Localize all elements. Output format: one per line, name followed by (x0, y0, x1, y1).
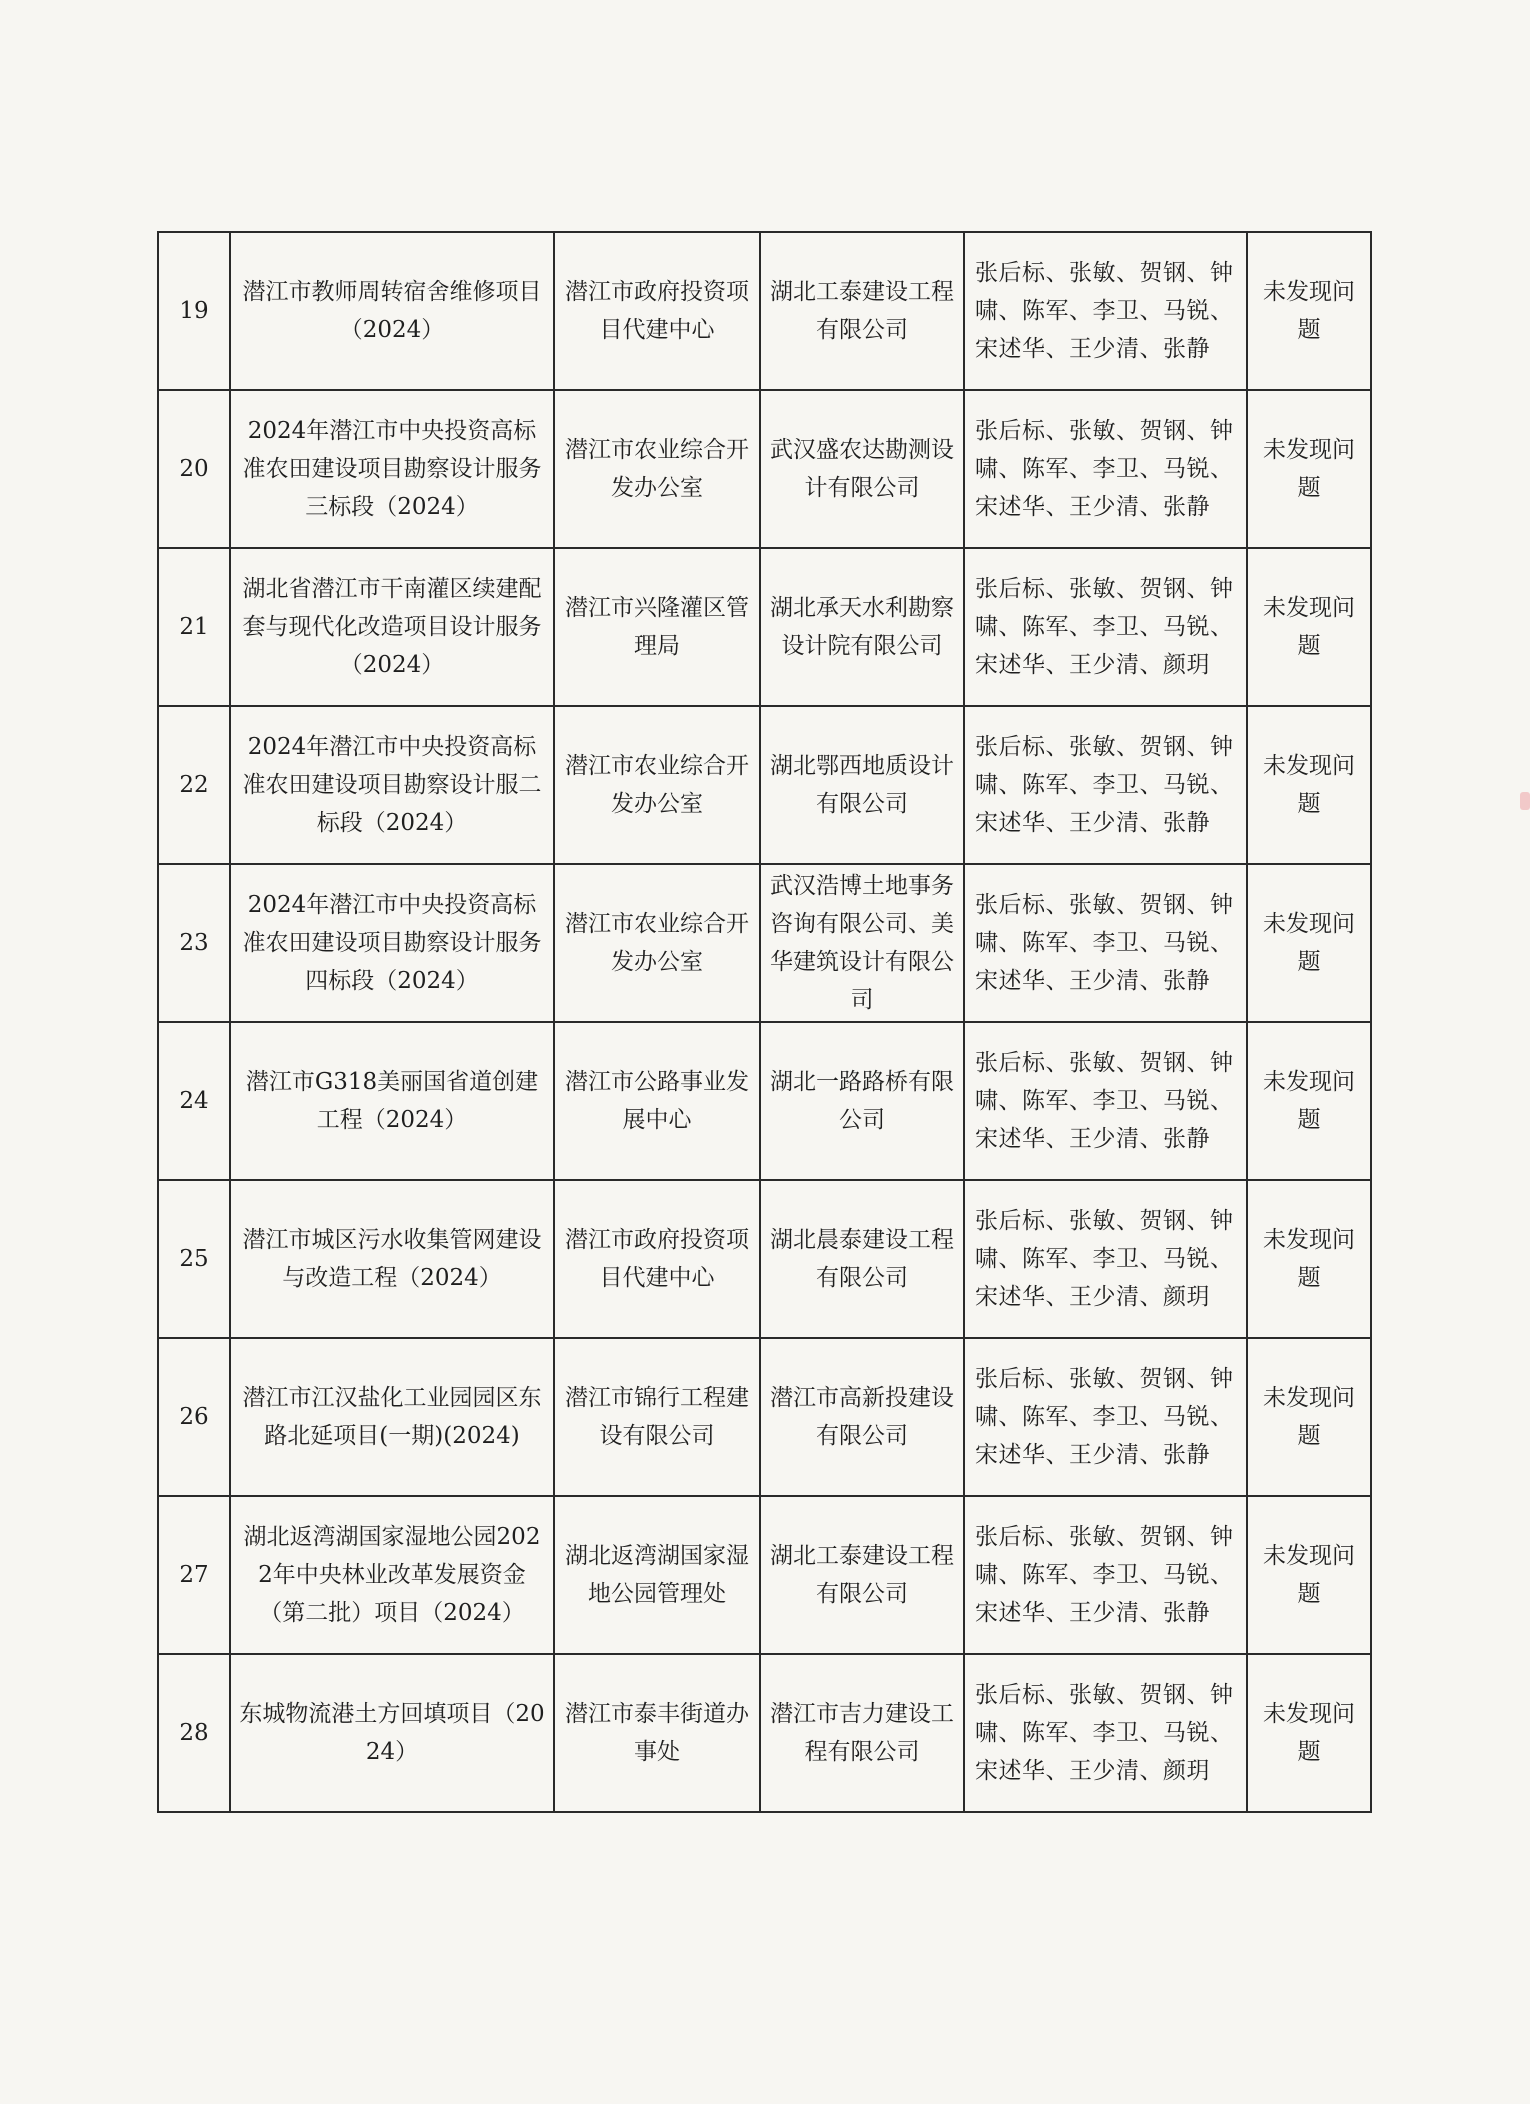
inspection-result: 未发现问题 (1247, 1496, 1371, 1654)
owner-unit: 潜江市泰丰街道办事处 (554, 1654, 760, 1812)
table-row (158, 232, 1371, 390)
inspection-result: 未发现问题 (1247, 1022, 1371, 1180)
contractor: 湖北一路路桥有限公司 (760, 1022, 964, 1180)
inspection-members: 张后标、张敏、贺钢、钟啸、陈军、李卫、马锐、宋述华、王少清、张静 (964, 706, 1247, 864)
contractor: 潜江市高新投建设有限公司 (760, 1338, 964, 1496)
inspection-members: 张后标、张敏、贺钢、钟啸、陈军、李卫、马锐、宋述华、王少清、张静 (964, 1338, 1247, 1496)
project-inspection-table (157, 231, 1372, 1813)
owner-unit: 潜江市政府投资项目代建中心 (554, 1180, 760, 1338)
table-row (158, 1022, 1371, 1180)
owner-unit: 潜江市政府投资项目代建中心 (554, 232, 760, 390)
table-row (158, 864, 1371, 1022)
contractor: 湖北工泰建设工程有限公司 (760, 232, 964, 390)
inspection-result: 未发现问题 (1247, 1338, 1371, 1496)
project-name: 2024年潜江市中央投资高标准农田建设项目勘察设计服务三标段（2024） (230, 390, 554, 548)
inspection-result: 未发现问题 (1247, 1654, 1371, 1812)
inspection-result: 未发现问题 (1247, 1180, 1371, 1338)
project-name: 2024年潜江市中央投资高标准农田建设项目勘察设计服二标段（2024） (230, 706, 554, 864)
inspection-members: 张后标、张敏、贺钢、钟啸、陈军、李卫、马锐、宋述华、王少清、颜玥 (964, 1654, 1247, 1812)
owner-unit: 潜江市锦行工程建设有限公司 (554, 1338, 760, 1496)
row-number: 28 (158, 1654, 230, 1812)
contractor: 湖北工泰建设工程有限公司 (760, 1496, 964, 1654)
table-row (158, 548, 1371, 706)
contractor: 湖北晨泰建设工程有限公司 (760, 1180, 964, 1338)
contractor: 湖北鄂西地质设计有限公司 (760, 706, 964, 864)
inspection-members: 张后标、张敏、贺钢、钟啸、陈军、李卫、马锐、宋述华、王少清、张静 (964, 1022, 1247, 1180)
table-row (158, 1338, 1371, 1496)
inspection-members: 张后标、张敏、贺钢、钟啸、陈军、李卫、马锐、宋述华、王少清、张静 (964, 1496, 1247, 1654)
inspection-result: 未发现问题 (1247, 548, 1371, 706)
inspection-result: 未发现问题 (1247, 390, 1371, 548)
owner-unit: 潜江市公路事业发展中心 (554, 1022, 760, 1180)
inspection-members: 张后标、张敏、贺钢、钟啸、陈军、李卫、马锐、宋述华、王少清、颜玥 (964, 1180, 1247, 1338)
owner-unit: 潜江市农业综合开发办公室 (554, 390, 760, 548)
inspection-result: 未发现问题 (1247, 232, 1371, 390)
inspection-members: 张后标、张敏、贺钢、钟啸、陈军、李卫、马锐、宋述华、王少清、张静 (964, 864, 1247, 1022)
inspection-result: 未发现问题 (1247, 864, 1371, 1022)
table-row (158, 706, 1371, 864)
row-number: 26 (158, 1338, 230, 1496)
owner-unit: 潜江市兴隆灌区管理局 (554, 548, 760, 706)
row-number: 19 (158, 232, 230, 390)
row-number: 25 (158, 1180, 230, 1338)
row-number: 24 (158, 1022, 230, 1180)
project-name: 2024年潜江市中央投资高标准农田建设项目勘察设计服务四标段（2024） (230, 864, 554, 1022)
inspection-members: 张后标、张敏、贺钢、钟啸、陈军、李卫、马锐、宋述华、王少清、张静 (964, 390, 1247, 548)
project-name: 湖北返湾湖国家湿地公园2022年中央林业改革发展资金（第二批）项目（2024） (230, 1496, 554, 1654)
contractor: 潜江市吉力建设工程有限公司 (760, 1654, 964, 1812)
project-name: 潜江市教师周转宿舍维修项目（2024） (230, 232, 554, 390)
owner-unit: 潜江市农业综合开发办公室 (554, 706, 760, 864)
row-number: 22 (158, 706, 230, 864)
project-name: 潜江市江汉盐化工业园园区东路北延项目(一期)(2024) (230, 1338, 554, 1496)
table-row (158, 1496, 1371, 1654)
project-name: 东城物流港土方回填项目（2024） (230, 1654, 554, 1812)
inspection-members: 张后标、张敏、贺钢、钟啸、陈军、李卫、马锐、宋述华、王少清、张静 (964, 232, 1247, 390)
row-number: 21 (158, 548, 230, 706)
table-row (158, 390, 1371, 548)
row-number: 23 (158, 864, 230, 1022)
table-row (158, 1180, 1371, 1338)
scan-artifact-mark (1520, 792, 1530, 810)
inspection-result: 未发现问题 (1247, 706, 1371, 864)
contractor: 武汉盛农达勘测设计有限公司 (760, 390, 964, 548)
project-name: 潜江市G318美丽国省道创建工程（2024） (230, 1022, 554, 1180)
project-name: 湖北省潜江市干南灌区续建配套与现代化改造项目设计服务（2024） (230, 548, 554, 706)
table-row (158, 1654, 1371, 1812)
inspection-members: 张后标、张敏、贺钢、钟啸、陈军、李卫、马锐、宋述华、王少清、颜玥 (964, 548, 1247, 706)
owner-unit: 湖北返湾湖国家湿地公园管理处 (554, 1496, 760, 1654)
row-number: 20 (158, 390, 230, 548)
contractor: 湖北承天水利勘察设计院有限公司 (760, 548, 964, 706)
contractor: 武汉浩博土地事务咨询有限公司、美华建筑设计有限公司 (760, 864, 964, 1022)
owner-unit: 潜江市农业综合开发办公室 (554, 864, 760, 1022)
project-name: 潜江市城区污水收集管网建设与改造工程（2024） (230, 1180, 554, 1338)
row-number: 27 (158, 1496, 230, 1654)
